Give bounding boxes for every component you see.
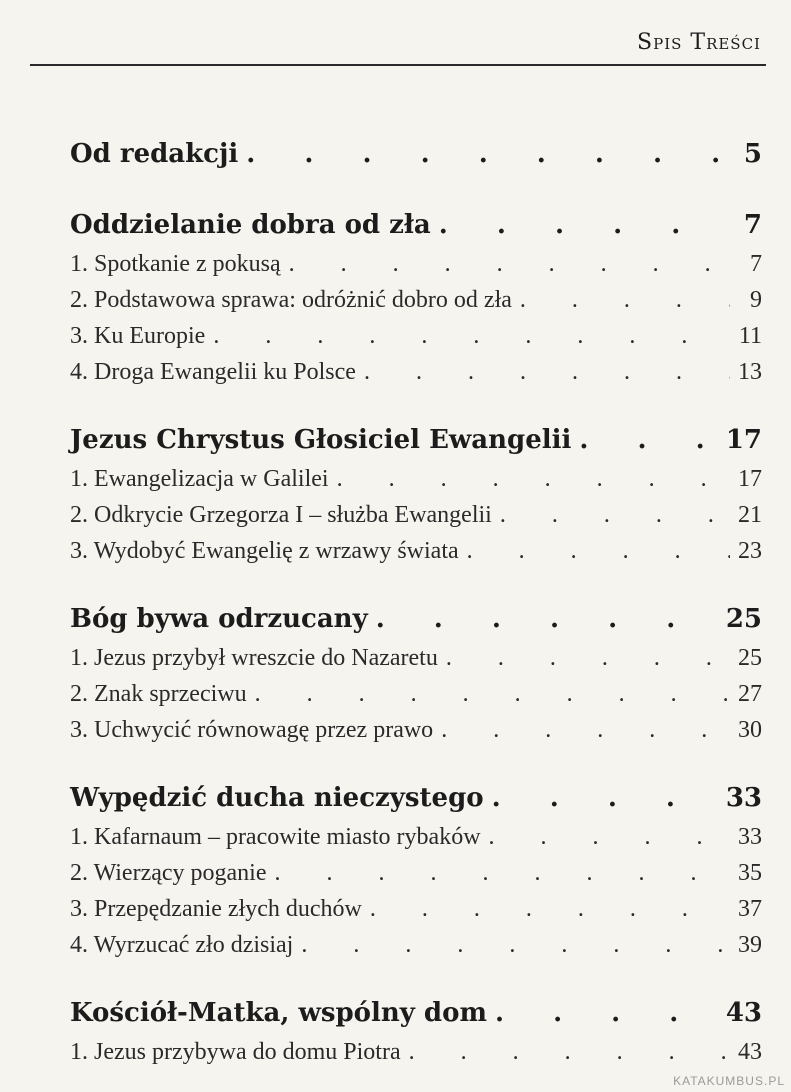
entry-title: 4. Wyrzucać zło dzisiaj bbox=[70, 932, 294, 958]
header-rule bbox=[30, 64, 766, 66]
toc-section bbox=[70, 777, 762, 963]
page-number: 30 bbox=[738, 717, 762, 743]
toc-section bbox=[70, 204, 762, 390]
page-number: 25 bbox=[725, 604, 762, 634]
entry-title: 1. Ewangelizacja w Galilei bbox=[70, 466, 329, 492]
dot-leader bbox=[329, 461, 730, 497]
toc-entry[interactable] bbox=[70, 461, 762, 497]
page-number: 21 bbox=[738, 502, 762, 528]
dot-leader bbox=[356, 354, 730, 390]
watermark: KATAKUMBUS.PL bbox=[673, 1074, 785, 1088]
page-number: 39 bbox=[738, 932, 762, 958]
dot-leader bbox=[512, 282, 730, 318]
toc-entry[interactable] bbox=[70, 640, 762, 676]
page-number: 27 bbox=[738, 681, 762, 707]
toc-chapter[interactable] bbox=[70, 204, 762, 246]
chapter-title: Od redakcji bbox=[70, 139, 239, 169]
dot-leader bbox=[205, 318, 730, 354]
toc-entry[interactable] bbox=[70, 855, 762, 891]
toc-entry[interactable] bbox=[70, 819, 762, 855]
toc-entry[interactable] bbox=[70, 927, 762, 963]
page-number: 5 bbox=[743, 139, 762, 169]
toc-chapter[interactable] bbox=[70, 777, 762, 819]
toc-entry[interactable] bbox=[70, 533, 762, 569]
entry-title: 2. Podstawowa sprawa: odróżnić dobro od zła bbox=[70, 287, 512, 313]
toc-section bbox=[70, 598, 762, 748]
page-number: 35 bbox=[738, 860, 762, 886]
page-number: 13 bbox=[738, 359, 762, 385]
toc-entry[interactable] bbox=[70, 318, 762, 354]
toc-section bbox=[70, 992, 762, 1070]
page-number: 33 bbox=[725, 783, 762, 813]
entry-title: 1. Jezus przybywa do domu Piotra bbox=[70, 1039, 401, 1065]
toc-entry[interactable] bbox=[70, 354, 762, 390]
dot-leader bbox=[368, 598, 726, 640]
page-number: 11 bbox=[738, 323, 762, 349]
entry-title: 1. Jezus przybył wreszcie do Nazaretu bbox=[70, 645, 438, 671]
toc-entry[interactable] bbox=[70, 891, 762, 927]
page-number: 17 bbox=[738, 466, 762, 492]
chapter-title: Oddzielanie dobra od zła bbox=[70, 210, 431, 240]
toc-chapter[interactable] bbox=[70, 992, 762, 1034]
entry-title: 2. Znak sprzeciwu bbox=[70, 681, 247, 707]
chapter-title: Kościół-Matka, wspólny dom bbox=[70, 998, 487, 1028]
page-number: 33 bbox=[738, 824, 762, 850]
dot-leader bbox=[238, 133, 730, 175]
toc-entry[interactable] bbox=[70, 497, 762, 533]
chapter-title: Bóg bywa odrzucany bbox=[70, 604, 368, 634]
entry-title: 4. Droga Ewangelii ku Polsce bbox=[70, 359, 356, 385]
dot-leader bbox=[293, 927, 730, 963]
dot-leader bbox=[267, 855, 731, 891]
dot-leader bbox=[484, 777, 726, 819]
page-number: 7 bbox=[743, 210, 762, 240]
toc-entry[interactable] bbox=[70, 282, 762, 318]
dot-leader bbox=[481, 819, 730, 855]
dot-leader bbox=[459, 533, 730, 569]
dot-leader bbox=[433, 712, 730, 748]
entry-title: 2. Odkrycie Grzegorza I – służba Ewangelii bbox=[70, 502, 492, 528]
page-number: 23 bbox=[738, 538, 762, 564]
toc-section bbox=[70, 419, 762, 569]
page-number: 37 bbox=[738, 896, 762, 922]
dot-leader bbox=[487, 992, 726, 1034]
dot-leader bbox=[247, 676, 730, 712]
page-number: 7 bbox=[750, 251, 762, 277]
entry-title: 3. Wydobyć Ewangelię z wrzawy świata bbox=[70, 538, 459, 564]
dot-leader bbox=[281, 246, 730, 282]
dot-leader bbox=[401, 1034, 730, 1070]
toc-entry[interactable] bbox=[70, 712, 762, 748]
toc-entry[interactable] bbox=[70, 676, 762, 712]
toc-entry[interactable] bbox=[70, 1034, 762, 1070]
entry-title: 3. Uchwycić równowagę przez prawo bbox=[70, 717, 434, 743]
dot-leader bbox=[571, 419, 725, 461]
chapter-title: Wypędzić ducha nieczystego bbox=[70, 783, 484, 813]
toc-section bbox=[70, 133, 762, 175]
page-number: 9 bbox=[750, 287, 762, 313]
chapter-title: Jezus Chrystus Głosiciel Ewangelii bbox=[70, 425, 572, 455]
toc-chapter[interactable] bbox=[70, 419, 762, 461]
toc-entry[interactable] bbox=[70, 246, 762, 282]
entry-title: 3. Przepędzanie złych duchów bbox=[70, 896, 362, 922]
table-of-contents bbox=[70, 133, 762, 1092]
page-number: 43 bbox=[738, 1039, 762, 1065]
entry-title: 3. Ku Europie bbox=[70, 323, 206, 349]
dot-leader bbox=[438, 640, 730, 676]
page-header-title: Spis Treści bbox=[637, 30, 761, 55]
entry-title: 2. Wierzący poganie bbox=[70, 860, 267, 886]
dot-leader bbox=[492, 497, 730, 533]
dot-leader bbox=[431, 204, 730, 246]
page-number: 43 bbox=[725, 998, 762, 1028]
page-number: 25 bbox=[738, 645, 762, 671]
page-number: 17 bbox=[725, 425, 762, 455]
toc-chapter[interactable] bbox=[70, 133, 762, 175]
entry-title: 1. Kafarnaum – pracowite miasto rybaków bbox=[70, 824, 481, 850]
dot-leader bbox=[362, 891, 730, 927]
toc-chapter[interactable] bbox=[70, 598, 762, 640]
entry-title: 1. Spotkanie z pokusą bbox=[70, 251, 281, 277]
